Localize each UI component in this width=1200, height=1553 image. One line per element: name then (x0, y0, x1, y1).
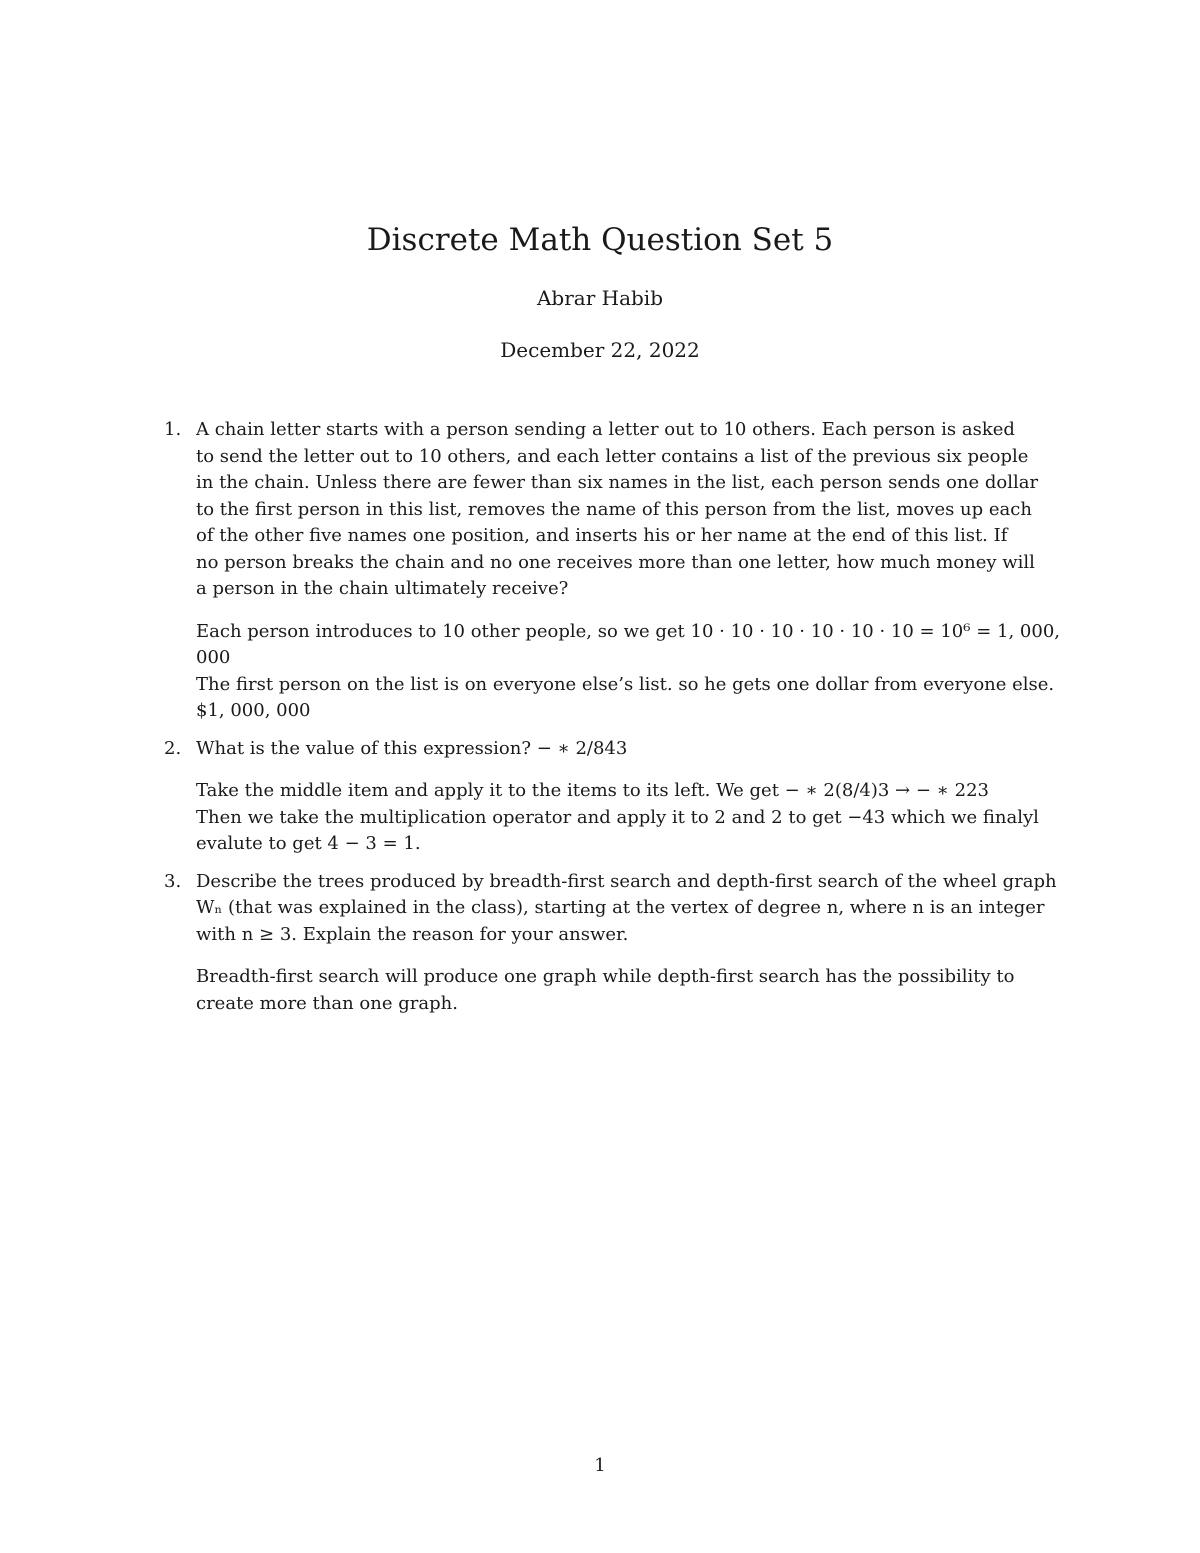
question-line: to the first person in this list, removes the name of this person from the list, moves up each (196, 498, 1032, 520)
answer-text (196, 619, 1060, 725)
problem-number: 1. (164, 419, 182, 440)
question-line: with n ≥ 3. Explain the reason for your answer. (196, 923, 629, 945)
answer-text (196, 778, 1060, 858)
answer-line: create more than one graph. (196, 992, 458, 1014)
question-line: Wₙ (that was explained in the class), starting at the vertex of degree n, where n is an integer (196, 897, 1045, 918)
problem-list (160, 417, 1060, 1028)
answer-line: Breadth-first search will produce one graph while depth-first search has the possibility to (196, 966, 1015, 987)
question-text (196, 736, 1060, 763)
answer-text (196, 964, 1060, 1017)
answer-line: Take the middle item and apply it to the items to its left. We get − ∗ 2(8/4)3 → − ∗ 223 (196, 780, 989, 801)
page-number: 1 (594, 1455, 606, 1476)
document-title: Discrete Math Question Set 5 (366, 222, 834, 258)
question-line: a person in the chain ultimately receive? (196, 578, 569, 599)
answer-line: $1, 000, 000 (196, 700, 311, 721)
document-date: December 22, 2022 (500, 338, 700, 362)
question-line: Describe the trees produced by breadth-first search and depth-first search of the wheel graph (196, 870, 1057, 892)
question-line: to send the letter out to 10 others, and each letter contains a list of the previous six people (196, 445, 1029, 467)
question-line: of the other five names one position, and inserts his or her name at the end of this list. If (196, 525, 1008, 546)
answer-line: evalute to get 4 − 3 = 1. (196, 833, 421, 854)
question-line: in the chain. Unless there are fewer than six names in the list, each person sends one dollar (196, 472, 1039, 493)
question-line: no person breaks the chain and no one receives more than one letter, how much money will (196, 551, 1035, 573)
author-name: Abrar Habib (536, 286, 663, 310)
question-line: What is the value of this expression? − ∗ 2/843 (196, 737, 628, 759)
question-text (196, 869, 1060, 949)
answer-line: Each person introduces to 10 other people, so we get 10 · 10 · 10 · 10 · 10 · 10 = 10⁶ = 1, 000, 000 (196, 620, 1060, 668)
problem-1 (160, 417, 1060, 725)
problem-number: 2. (164, 737, 182, 759)
answer-line: Then we take the multiplication operator and apply it to 2 and 2 to get −43 which we finalyl (196, 806, 1039, 828)
question-line: A chain letter starts with a person sending a letter out to 10 others. Each person is asked (196, 419, 1015, 440)
question-text (196, 417, 1060, 603)
answer-line: The first person on the list is on everyone else’s list. so he gets one dollar from everyone else. (196, 673, 1055, 695)
problem-number: 3. (164, 870, 182, 892)
problem-2 (160, 736, 1060, 858)
problem-3 (160, 869, 1060, 1018)
